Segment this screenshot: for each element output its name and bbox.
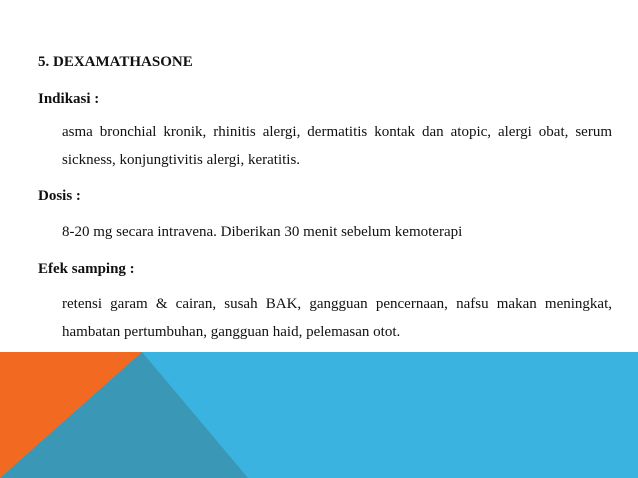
efek-samping-body xyxy=(62,290,612,346)
slide-title: 5. DEXAMATHASONE xyxy=(38,54,193,70)
footer-shapes xyxy=(0,352,638,478)
indikasi-line-1: asma bronchial kronik, rhinitis alergi, dermatitis kontak dan atopic, alergi obat, serum xyxy=(62,124,612,140)
indikasi-body xyxy=(62,118,612,174)
efek-samping-heading: Efek samping : xyxy=(38,261,135,277)
indikasi-heading: Indikasi : xyxy=(38,91,100,107)
efek-samping-line-1: retensi garam & cairan, susah BAK, gangguan pencernaan, nafsu makan meningkat, xyxy=(62,296,612,312)
indikasi-line-2: sickness, konjungtivitis alergi, keratitis. xyxy=(62,152,301,168)
dosis-line-1: 8-20 mg secara intravena. Diberikan 30 menit sebelum kemoterapi xyxy=(62,224,463,240)
efek-samping-line-2: hambatan pertumbuhan, gangguan haid, pelemasan otot. xyxy=(62,324,401,340)
dosis-body xyxy=(62,218,612,246)
dosis-heading: Dosis : xyxy=(38,188,81,204)
footer-decoration xyxy=(0,352,638,478)
